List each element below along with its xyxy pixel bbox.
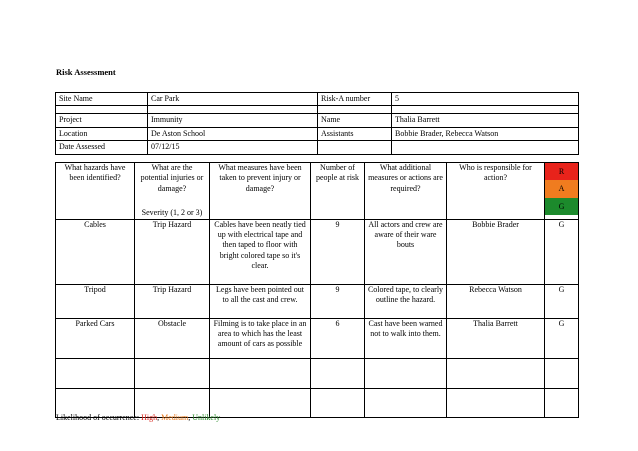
people-cell: 9	[311, 284, 365, 318]
people-cell: 6	[311, 318, 365, 358]
location-value: De Aston School	[148, 127, 318, 140]
rating-cell: G	[545, 318, 579, 358]
header-measures: What measures have been taken to prevent injury or damage?	[210, 163, 311, 220]
risk-number-label: Risk-A number	[318, 93, 392, 106]
rating-green: G	[545, 198, 578, 215]
spacer-row	[56, 106, 579, 114]
likelihood-unlikely: Unlikely	[192, 413, 221, 422]
date-row	[56, 141, 579, 154]
measures-cell: Cables have been neatly tied up with electrical tape and then taped to floor with bright colored tape so it's clear.	[210, 219, 311, 284]
empty-cell	[365, 358, 447, 388]
responsible-cell: Thalia Barrett	[447, 318, 545, 358]
header-hazards: What hazards have been identified?	[56, 163, 135, 220]
likelihood-sep: ,	[188, 413, 193, 422]
header-people: Number of people at risk	[311, 163, 365, 220]
page-title: Risk Assessment	[56, 67, 116, 77]
rating-cell: G	[545, 284, 579, 318]
injury-cell: Trip Hazard	[135, 219, 210, 284]
empty-cell	[365, 388, 447, 417]
additional-cell: All actors and crew are aware of their ware bouts	[365, 219, 447, 284]
assistants-label: Assistants	[318, 127, 392, 140]
rating-red: R	[545, 163, 578, 180]
table-row	[56, 358, 579, 388]
rating-amber: A	[545, 180, 578, 197]
table-row	[56, 219, 579, 284]
empty-cell	[210, 358, 311, 388]
hazard-cell: Cables	[56, 219, 135, 284]
location-label: Location	[56, 127, 148, 140]
name-label: Name	[318, 114, 392, 127]
likelihood-legend	[56, 413, 220, 422]
additional-cell: Cast have been warned not to walk into them.	[365, 318, 447, 358]
likelihood-sep: ,	[157, 413, 162, 422]
header-injuries	[135, 163, 210, 220]
spacer-cell	[392, 106, 579, 114]
table-row	[56, 284, 579, 318]
likelihood-label: Likelihood of occurrence:	[56, 413, 142, 422]
date-value: 07/12/15	[148, 141, 318, 154]
empty-cell	[545, 358, 579, 388]
measures-cell: Legs have been pointed out to all the cast and crew.	[210, 284, 311, 318]
table-row	[56, 318, 579, 358]
likelihood-medium: Medium	[161, 413, 189, 422]
site-row	[56, 93, 579, 106]
spacer-cell	[318, 106, 392, 114]
assistants-value: Bobbie Brader, Rebecca Watson	[392, 127, 579, 140]
project-row	[56, 114, 579, 127]
spacer-cell	[56, 106, 148, 114]
empty-cell	[311, 358, 365, 388]
empty-cell	[210, 388, 311, 417]
name-value: Thalia Barrett	[392, 114, 579, 127]
date-label: Date Assessed	[56, 141, 148, 154]
people-cell: 9	[311, 219, 365, 284]
location-row	[56, 127, 579, 140]
header-rating	[545, 163, 579, 220]
responsible-cell: Rebecca Watson	[447, 284, 545, 318]
site-name-label: Site Name	[56, 93, 148, 106]
empty-cell	[56, 358, 135, 388]
header-severity: Severity (1, 2 or 3)	[141, 208, 203, 218]
hazard-header-row	[56, 163, 579, 220]
project-value: Immunity	[148, 114, 318, 127]
hazard-table	[55, 162, 579, 418]
header-injuries-text: What are the potential injuries or damage?	[140, 163, 204, 193]
header-responsible: Who is responsible for action?	[447, 163, 545, 220]
info-table	[55, 92, 579, 155]
injury-cell: Obstacle	[135, 318, 210, 358]
measures-cell: Filming is to take place in an area to which has the least amount of cars as possible	[210, 318, 311, 358]
empty-cell	[447, 388, 545, 417]
header-additional: What additional measures or actions are required?	[365, 163, 447, 220]
injury-cell: Trip Hazard	[135, 284, 210, 318]
hazard-cell: Parked Cars	[56, 318, 135, 358]
spacer-cell	[148, 106, 318, 114]
hazard-cell: Tripod	[56, 284, 135, 318]
additional-cell: Colored tape, to clearly outline the hazard.	[365, 284, 447, 318]
site-name-value: Car Park	[148, 93, 318, 106]
empty-cell	[135, 358, 210, 388]
responsible-cell: Bobbie Brader	[447, 219, 545, 284]
project-label: Project	[56, 114, 148, 127]
risk-number-value: 5	[392, 93, 579, 106]
empty-cell	[447, 358, 545, 388]
empty-cell	[318, 141, 392, 154]
likelihood-high: High	[141, 413, 158, 422]
rating-cell: G	[545, 219, 579, 284]
empty-cell	[311, 388, 365, 417]
empty-cell	[392, 141, 579, 154]
empty-cell	[545, 388, 579, 417]
